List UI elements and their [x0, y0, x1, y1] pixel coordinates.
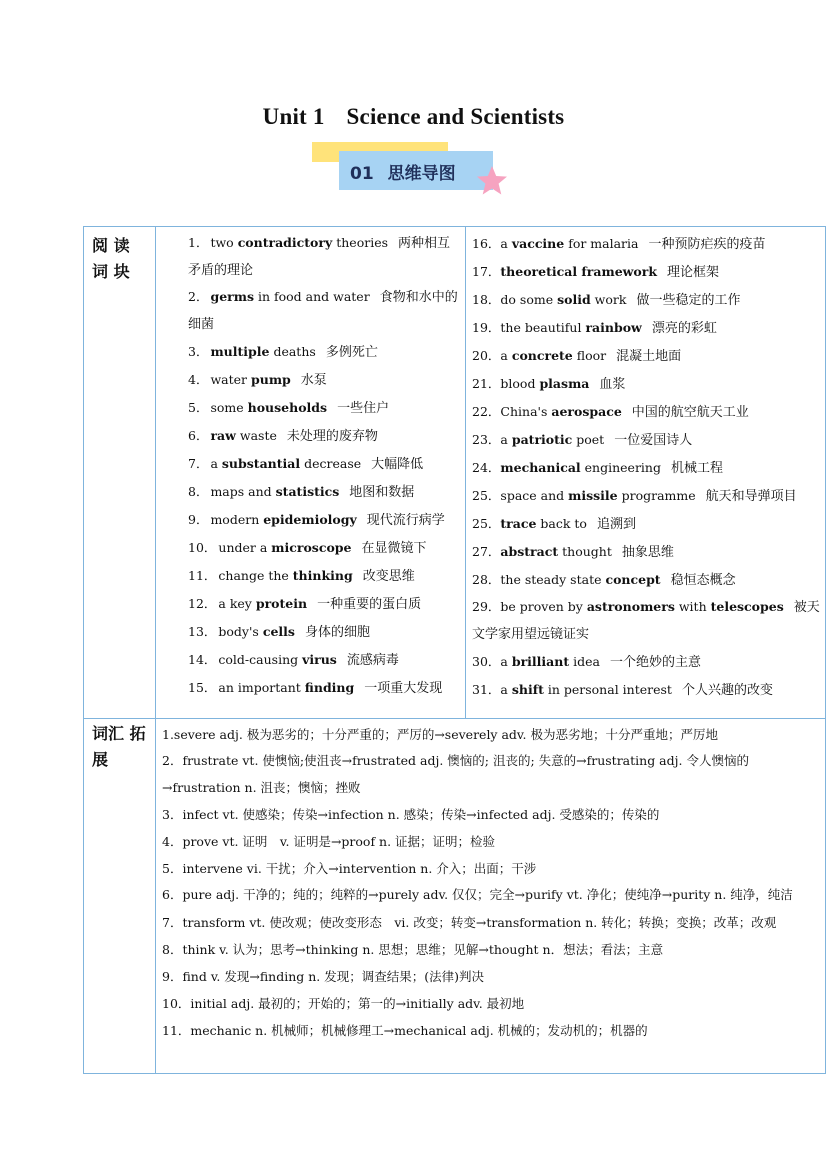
item-chinese: 一些住户 — [337, 401, 390, 416]
item-number: 30． — [472, 654, 501, 669]
item-number: 24． — [472, 460, 501, 475]
reading-left-column — [156, 227, 466, 719]
vocab-line: 10．initial adj. 最初的；开始的；第一的→initially adv. 最初地 — [162, 995, 525, 1011]
phrase-item — [162, 618, 461, 646]
item-english: under a microscope — [218, 540, 352, 555]
item-chinese: 一种预防疟疾的疫苗 — [648, 237, 766, 252]
phrase-item — [472, 370, 821, 398]
item-keyword: rainbow — [585, 320, 642, 335]
section-banner — [312, 142, 517, 204]
phrase-item — [472, 538, 821, 566]
phrase-item — [472, 594, 821, 648]
item-english: China's aerospace — [500, 404, 622, 419]
item-english — [500, 264, 657, 279]
item-english: change the thinking — [218, 568, 353, 583]
item-english: multiple deaths — [210, 344, 316, 359]
item-english: trace back to — [500, 516, 587, 531]
item-english: space and missile programme — [500, 488, 696, 503]
item-english: do some solid work — [500, 292, 627, 307]
item-english: be proven by astronomers with telescopes — [500, 599, 784, 614]
item-chinese: 两种相互矛盾的理论 — [188, 236, 451, 278]
item-english: mechanical engineering — [500, 460, 661, 475]
item-chinese: 一种重要的蛋白质 — [317, 597, 422, 612]
vocab-line: 3．infect vt. 使感染；传染→infection n. 感染；传染→infected adj. 受感染的；传染的 — [162, 807, 660, 822]
item-english: cold-causing virus — [218, 652, 337, 667]
section-number: 01 — [350, 164, 374, 184]
item-number: 1． — [188, 235, 209, 250]
banner-label — [350, 159, 456, 184]
phrase-item — [162, 646, 461, 674]
reading-row — [84, 227, 826, 719]
item-english: a patriotic poet — [500, 432, 605, 447]
item-english: a substantial decrease — [210, 456, 362, 471]
item-keyword: statistics — [275, 484, 340, 499]
item-keyword: shift — [511, 682, 544, 697]
phrase-item — [472, 676, 821, 704]
item-number: 16． — [472, 236, 501, 251]
item-number: 14． — [188, 652, 217, 667]
phrase-item — [162, 450, 461, 478]
phrase-item — [472, 566, 821, 594]
item-english: a key protein — [218, 596, 308, 611]
item-keyword: telescopes — [710, 599, 784, 614]
item-number: 29． — [472, 599, 501, 614]
page-title — [0, 104, 827, 130]
item-chinese: 航天和导弹项目 — [705, 489, 797, 504]
vocab-column — [156, 719, 826, 1074]
item-chinese: 多例死亡 — [325, 345, 378, 360]
item-english: two contradictory theories — [210, 235, 389, 250]
item-keyword: finding — [304, 680, 355, 695]
phrase-item — [472, 230, 821, 258]
star-icon — [476, 165, 508, 197]
item-chinese: 血浆 — [599, 377, 626, 392]
phrase-item — [472, 510, 821, 538]
item-english: the steady state concept — [500, 572, 661, 587]
item-keyword: raw — [210, 428, 236, 443]
item-keyword: households — [247, 400, 328, 415]
item-number: 27． — [472, 544, 501, 559]
item-number: 4． — [188, 372, 209, 387]
item-chinese: 被天文学家用望远镜证实 — [472, 600, 820, 642]
item-chinese: 中国的航空航天工业 — [631, 405, 749, 420]
item-english: water pump — [210, 372, 291, 387]
item-number: 12． — [188, 596, 217, 611]
reading-heading: 阅 读 词 块 — [84, 227, 156, 719]
phrase-item — [162, 674, 461, 702]
vocab-line: 2．frustrate vt. 使懊恼;使沮丧→frustrated adj. 懊恼的; 沮丧的; 失意的→frustrating adj. 令人懊恼的→frustration n. 沮丧；懊恼；挫败 — [162, 753, 749, 795]
phrase-item — [162, 478, 461, 506]
item-number: 19． — [472, 320, 501, 335]
item-chinese: 个人兴趣的改变 — [681, 683, 773, 698]
item-chinese: 改变思维 — [362, 569, 415, 584]
title-name: Science and Scientists — [346, 104, 565, 129]
phrase-item — [162, 422, 461, 450]
item-number: 28． — [472, 572, 501, 587]
item-keyword: plasma — [539, 376, 590, 391]
item-keyword: substantial — [221, 456, 301, 471]
vocab-heading: 词汇 拓展 — [84, 719, 156, 1074]
item-chinese: 现代流行病学 — [366, 513, 445, 528]
item-keyword: aerospace — [551, 404, 622, 419]
vocab-line: 4．prove vt. 证明 v. 证明是→proof n. 证据；证明；检验 — [162, 834, 496, 849]
item-chinese: 未处理的废弃物 — [286, 429, 378, 444]
item-number: 15． — [188, 680, 217, 695]
phrase-item — [472, 398, 821, 426]
item-keyword: astronomers — [586, 599, 675, 614]
item-chinese: 食物和水中的细菌 — [188, 290, 458, 332]
item-number: 20． — [472, 348, 501, 363]
phrase-item — [162, 506, 461, 534]
phrase-item — [162, 394, 461, 422]
vocab-row — [84, 719, 826, 1074]
item-english: abstract thought — [500, 544, 612, 559]
item-number: 3． — [188, 344, 209, 359]
item-number: 11． — [188, 568, 217, 583]
item-english: modern epidemiology — [210, 512, 357, 527]
phrase-item — [472, 426, 821, 454]
item-number: 8． — [188, 484, 209, 499]
item-chinese: 机械工程 — [670, 461, 723, 476]
item-number: 17． — [472, 264, 501, 279]
phrase-item — [472, 454, 821, 482]
item-chinese: 一项重大发现 — [364, 681, 443, 696]
item-number: 23． — [472, 432, 501, 447]
phrase-item — [162, 562, 461, 590]
vocab-line: 5．intervene vi. 干扰；介入→intervention n. 介入；出面；干涉 — [162, 861, 537, 876]
item-keyword: concrete — [511, 348, 573, 363]
item-english: a brilliant idea — [500, 654, 600, 669]
item-keyword: thinking — [292, 568, 353, 583]
item-chinese: 一位爱国诗人 — [614, 433, 693, 448]
item-number: 6． — [188, 428, 209, 443]
item-chinese: 大幅降低 — [371, 457, 424, 472]
item-english: a vaccine for malaria — [500, 236, 639, 251]
vocab-line: 9．find v. 发现→finding n. 发现；调查结果；(法律)判决 — [162, 968, 484, 984]
item-number: 18． — [472, 292, 501, 307]
vocab-line: 8．think v. 认为；思考→thinking n. 思想；思维；见解→thought n．想法；看法；主意 — [162, 941, 664, 957]
phrase-item — [162, 366, 461, 394]
phrase-item — [162, 284, 461, 338]
item-number: 25． — [472, 488, 501, 503]
phrase-item — [472, 314, 821, 342]
phrase-item — [162, 230, 461, 284]
item-keyword: epidemiology — [263, 512, 357, 527]
item-chinese: 身体的细胞 — [304, 625, 370, 640]
item-chinese: 做一些稳定的工作 — [636, 293, 741, 308]
item-number: 2． — [188, 289, 209, 304]
item-keyword: abstract — [500, 544, 559, 559]
item-keyword: virus — [302, 652, 337, 667]
item-english: raw waste — [210, 428, 277, 443]
reading-right-column — [466, 227, 826, 719]
item-number: 5． — [188, 400, 209, 415]
phrase-item — [472, 258, 821, 286]
phrase-item — [472, 648, 821, 676]
item-number: 25． — [472, 516, 501, 531]
phrase-item — [472, 286, 821, 314]
vocab-line: 11．mechanic n. 机械师；机械修理工→mechanical adj. 机械的；发动机的；机器的 — [162, 1022, 648, 1038]
item-chinese: 在显微镜下 — [361, 541, 427, 556]
item-english: a concrete floor — [500, 348, 607, 363]
item-english: maps and statistics — [210, 484, 340, 499]
item-keyword: trace — [500, 516, 537, 531]
item-keyword: multiple — [210, 344, 270, 359]
item-english: some households — [210, 400, 328, 415]
item-chinese: 地图和数据 — [349, 485, 415, 500]
phrase-item — [162, 534, 461, 562]
item-keyword: theoretical framework — [500, 264, 658, 279]
item-chinese: 漂亮的彩虹 — [651, 321, 717, 336]
phrase-item — [472, 482, 821, 510]
item-number: 21． — [472, 376, 501, 391]
item-number: 13． — [188, 624, 217, 639]
item-keyword: pump — [250, 372, 291, 387]
item-keyword: mechanical — [500, 460, 581, 475]
item-keyword: solid — [557, 292, 591, 307]
item-keyword: concept — [605, 572, 661, 587]
vocab-line: 1.severe adj. 极为恶劣的；十分严重的；严厉的→severely adv. 极为恶劣地；十分严重地；严厉地 — [162, 727, 718, 742]
item-number: 7． — [188, 456, 209, 471]
item-chinese: 稳恒态概念 — [670, 573, 736, 588]
item-number: 31． — [472, 682, 501, 697]
item-number: 22． — [472, 404, 501, 419]
item-chinese: 追溯到 — [596, 517, 636, 532]
item-keyword: contradictory — [237, 235, 333, 250]
vocab-line: 7．transform vt. 使改观；使改变形态 vi. 改变；转变→transformation n. 转化；转换；变换；改革；改观 — [162, 914, 777, 930]
item-keyword: protein — [255, 596, 308, 611]
item-chinese: 水泵 — [300, 373, 327, 388]
vocab-line: 6．pure adj. 干净的；纯的；纯粹的→purely adv. 仅仅；完全→purify vt. 净化；使纯净→purity n. 纯净，纯洁 — [162, 887, 793, 902]
item-english: an important finding — [218, 680, 355, 695]
item-english: body's cells — [218, 624, 295, 639]
item-english: blood plasma — [500, 376, 590, 391]
item-english: the beautiful rainbow — [500, 320, 642, 335]
item-chinese: 理论框架 — [667, 265, 720, 280]
item-keyword: brilliant — [511, 654, 570, 669]
item-chinese: 一个绝妙的主意 — [609, 655, 701, 670]
phrase-item — [162, 338, 461, 366]
item-number: 10． — [188, 540, 217, 555]
phrase-item — [162, 590, 461, 618]
item-chinese: 流感病毒 — [346, 653, 399, 668]
item-english: germs in food and water — [210, 289, 370, 304]
item-keyword: cells — [262, 624, 295, 639]
item-english: a shift in personal interest — [500, 682, 672, 697]
item-keyword: vaccine — [511, 236, 565, 251]
title-unit: Unit 1 — [262, 104, 325, 129]
item-keyword: germs — [210, 289, 254, 304]
item-keyword: patriotic — [511, 432, 573, 447]
item-number: 9． — [188, 512, 209, 527]
item-keyword: microscope — [271, 540, 352, 555]
section-label: 思维导图 — [387, 164, 456, 184]
item-keyword: missile — [568, 488, 618, 503]
content-table — [83, 226, 826, 1074]
phrase-item — [472, 342, 821, 370]
item-chinese: 混凝土地面 — [616, 349, 682, 364]
item-chinese: 抽象思维 — [621, 545, 674, 560]
